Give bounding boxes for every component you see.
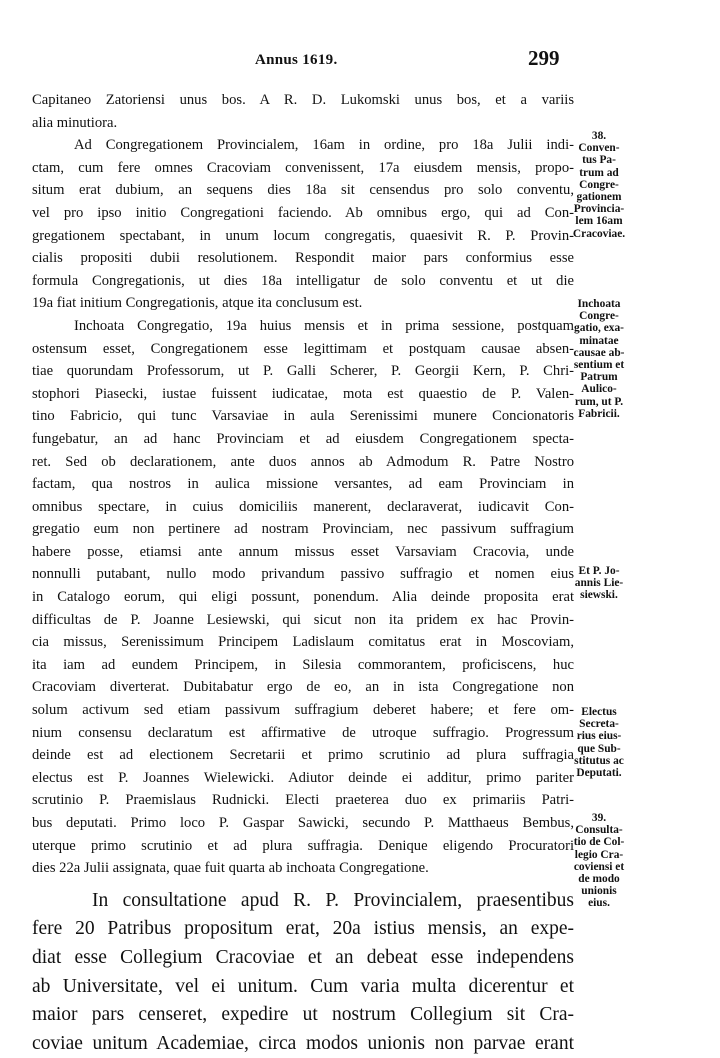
margin-note-line: legio Cra-: [574, 848, 624, 861]
text-line: maior pars censeret, expedire ut nostrum Collegium sit Cra-: [32, 1004, 574, 1026]
margin-note: [565, 130, 633, 240]
text-line: 19a fiat initium Congregationis, atque ita conclusum est.: [32, 295, 363, 312]
text-line: Cracoviam diverterat. Dubitabatur ergo de eo, an in ista Congregatione non: [32, 679, 574, 696]
margin-note: [565, 298, 633, 420]
margin-note-line: Cracoviae.: [572, 227, 626, 240]
margin-note-line: trum ad: [579, 166, 619, 179]
text-line: omnibus spectare, in cuius domiciliis manerent, declaraverat, iudicavit Con-: [32, 498, 574, 515]
text-line: scrutinio P. Praemislaus Rudnicki. Electi praeterea duo ex primariis Patri-: [32, 792, 574, 809]
text-line: Inchoata Congregatio, 19a huius mensis et in prima sessione, postquam: [74, 317, 574, 334]
text-line: deinde est ad electionem Secretarii et primo scrutinio ad plura suffragia: [32, 747, 574, 764]
text-line: factam, qua nostros in aulica missione versantes, ad eam Provinciam in: [32, 476, 574, 493]
paragraph: [32, 89, 574, 134]
text-line: gregationem spectabant, in unum locum congregatis, quaesivit R. P. Provin-: [32, 227, 574, 244]
text-line: vel pro ipso initio Congregationi faciendo. Ab omnibus ergo, qui ad Con-: [32, 204, 574, 221]
text-line: ostensum esset, Congregationem esse legittimam et postquam causae absen-: [32, 340, 574, 357]
margin-note: [565, 565, 633, 602]
page-number: 299: [528, 46, 560, 70]
margin-note-line: tus Pa-: [582, 154, 616, 167]
margin-note-line: siewski.: [580, 589, 618, 602]
text-line: cialis propositi dubii resolutionem. Respondit maior pars conformius esse: [32, 250, 574, 267]
margin-note: [565, 812, 633, 910]
margin-note-line: stitutus ac: [574, 754, 624, 767]
text-line: nonnulli putabant, nullo modo privandum passivo suffragio et nomen eius: [32, 566, 574, 583]
text-line: ab Universitate, vel ei unitum. Cum varia multa dicerentur et: [32, 975, 574, 997]
page-header: [0, 46, 720, 76]
margin-note-line: Electus: [581, 706, 617, 718]
text-line: alia minutiora.: [32, 114, 118, 131]
text-line: coviae unitum Academiae, circa modos unionis non parvae erant: [32, 1032, 574, 1054]
margin-note-line: Fabricii.: [578, 407, 620, 420]
text-line: tino Fabricio, qui tunc Varsaviae in aula Serenissimi munere Concionatoris: [32, 408, 574, 425]
margin-note-line: sentium et: [573, 359, 625, 372]
margin-note-line: Provincia-: [573, 203, 625, 216]
paragraph-large: [32, 887, 574, 1058]
margin-note-line: Inchoata: [577, 298, 621, 310]
margin-note-line: rum, ut P.: [574, 395, 624, 408]
margin-note-line: causae ab-: [573, 346, 625, 359]
margin-note-line: lem 16am: [575, 215, 623, 228]
margin-note-line: Deputati.: [576, 767, 622, 780]
text-line: nium consensu declaratum est affirmative de utroque suffragio. Progressum: [32, 724, 574, 741]
margin-note-line: Consulta-: [575, 824, 623, 837]
text-line: ret. Sed ob declarationem, ante duos annos ab Admodum R. Patre Nostro: [32, 453, 574, 470]
margin-note-line: 39.: [591, 812, 607, 824]
margin-note-line: eius.: [588, 897, 610, 910]
margin-note-line: gatio, exa-: [574, 322, 624, 335]
margin-note-line: Et P. Jo-: [578, 565, 620, 577]
margin-note-line: coviensi et: [573, 860, 625, 873]
text-line: Ad Congregationem Provincialem, 16am in ordine, pro 18a Julii indi-: [74, 137, 574, 154]
paragraph: [32, 315, 574, 880]
text-line: tiae quorundam Professorum, ut P. Galli Scherer, P. Georgii Kern, P. Chri-: [32, 363, 574, 380]
text-line: stophori Piasecki, iustae fuissent iudicatae, mota est quaestio de P. Valen-: [32, 385, 574, 402]
text-line: situm erat dubium, an sequens dies 18a sit censendus pro solo conventu,: [32, 182, 574, 199]
margin-note-line: Secreta-: [579, 718, 619, 731]
text-line: Capitaneo Zatoriensi unus bos. A R. D. Lukomski unus bos, et a variis: [32, 92, 574, 108]
text-line: formula Congregationis, ut dies 18a intelligatur de solo conventu et ut die: [32, 272, 574, 289]
text-line: electus est P. Joannes Wielewicki. Adiutor deinde ei additur, primo pariter: [32, 769, 574, 786]
margin-note-line: tio de Col-: [573, 836, 625, 849]
margin-note-line: Patrum: [580, 371, 618, 384]
margin-note-line: Congre-: [579, 178, 619, 191]
text-line: uterque primo scrutinio et ad plura suffragia. Denique eligendo Procuratori: [32, 837, 574, 854]
text-line: diat esse Collegium Cracoviae et an debeat esse independens: [32, 946, 574, 968]
margin-note-line: rius eius-: [576, 730, 622, 743]
text-line: In consultatione apud R. P. Provincialem, praesentibus: [92, 889, 574, 911]
margin-note-line: Congre-: [579, 310, 619, 323]
text-line: solum activum sed etiam passivum suffragium deberet habere; et fere om-: [32, 702, 574, 719]
margin-note-line: minatae: [579, 334, 619, 347]
margin-note-line: gationem: [576, 191, 622, 204]
margin-note-line: annis Lie-: [574, 577, 624, 590]
text-line: in Catalogo eorum, qui eligi possunt, ponendum. Alia deinde proposita erat: [32, 589, 574, 606]
text-line: difficultas de P. Joanne Lesiewski, qui sicut non ita pridem ex hac Provin-: [32, 611, 574, 628]
text-line: ctam, cum fere omnes Cracoviam convenissent, 17a eiusdem mensis, propo-: [32, 159, 574, 176]
paragraph: [32, 134, 574, 315]
margin-note-line: Conven-: [578, 142, 620, 155]
margin-note-line: 38.: [591, 130, 607, 142]
margin-note-line: Aulico-: [581, 383, 617, 396]
margin-note: [565, 706, 633, 779]
margin-note-line: que Sub-: [577, 742, 621, 755]
text-line: fere 20 Patribus propositum erat, 20a istius mensis, an expe-: [32, 918, 574, 940]
text-line: cia missus, Serenissimum Principem Ladislaum comitatus erat in Moscoviam,: [32, 634, 574, 651]
text-line: fungebatur, an ad hanc Provinciam et ad eiusdem Congregationem specta-: [32, 430, 574, 447]
text-line: gregatio eum non pertinere ad nostram Provinciam, nec passivum suffragium: [32, 521, 574, 538]
text-line: habere posse, etiamsi ante annum missus esset Varsaviam Cracovia, unde: [32, 543, 574, 560]
text-line: ita iam ad eundem Principem, in Silesia commorantem, proficiscens, huc: [32, 656, 574, 673]
main-text: [32, 89, 574, 1058]
text-line: bus deputati. Primo loco P. Gaspar Sawicki, secundo P. Matthaeus Bembus,: [32, 815, 574, 831]
text-line: dies 22a Julii assignata, quae fuit quarta ab inchoata Congregatione.: [32, 860, 429, 877]
margin-note-line: unionis: [581, 885, 617, 898]
margin-note-line: de modo: [578, 873, 620, 886]
running-head: Annus 1619.: [255, 52, 338, 68]
